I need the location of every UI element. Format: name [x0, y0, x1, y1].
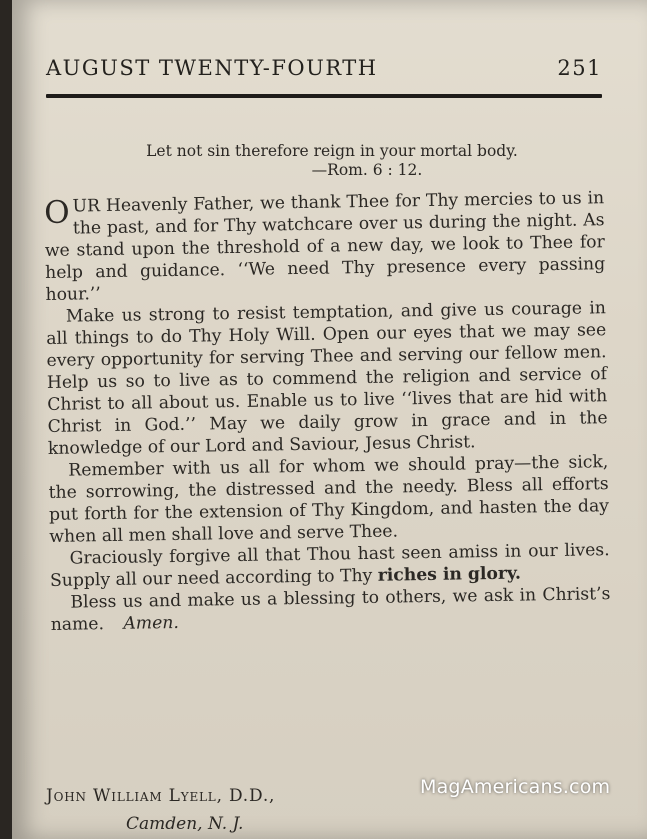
paragraph-text: Graciously forgive all that Thou hast seen amiss in our lives. Supply all our need according to Thy [49, 540, 610, 591]
paragraph-text: Bless us and make us a blessing to others, we ask in Christ’s name. [50, 584, 611, 635]
author-name: John William Lyell, D.D., [46, 786, 276, 806]
amen: Amen. [123, 612, 180, 634]
verse-text: Let not sin therefore reign in your mortal body. [146, 142, 518, 160]
prayer-paragraph: Make us strong to resist temptation, and give us courage in all things to do Thy Holy Will. Open our eyes that we may see every opportunity for serving Thee and serving our fellow men. Help us so to live as to commend the religion and service of Christ to all about us. Enable us to live ‘‘lives that are hid with Christ in God.’’ May we daily grow in grace and in the knowledge of our Lord and Saviour, Jesus Christ. [46, 298, 608, 459]
header-rule [46, 94, 602, 98]
verse-reference: —Rom. 6 : 12. [311, 161, 423, 179]
page-number: 251 [557, 56, 602, 80]
signature [46, 782, 275, 838]
book-page [12, 0, 647, 839]
prayer-body [44, 187, 611, 636]
page-header [46, 56, 602, 84]
watermark: MagAmericans.com [420, 776, 611, 798]
prayer-paragraph [50, 583, 611, 636]
drop-cap: O [43, 194, 70, 231]
paragraph-text: UR Heavenly Father, we thank Thee for Thy mercies to us in the past, and for Thy watchcare over us during the night. As we stand upon the threshold of a new day, we look to Thee for help and guidance. ‘‘We need Thy presence every passing hour.’’ [44, 188, 606, 305]
prayer-paragraph: Remember with us all for whom we should pray—the sick, the sorrowing, the distressed and the needy. Bless all efforts put forth for the extension of Thy Kingdom, and hasten the day when all men shall love and serve Thee. [48, 452, 610, 547]
page-title: AUGUST TWENTY-FOURTH [46, 56, 378, 80]
author-place: Camden, N. J. [126, 814, 244, 834]
bold-phrase: riches in glory. [377, 563, 522, 586]
scripture-verse [72, 142, 592, 180]
prayer-paragraph [44, 187, 606, 306]
